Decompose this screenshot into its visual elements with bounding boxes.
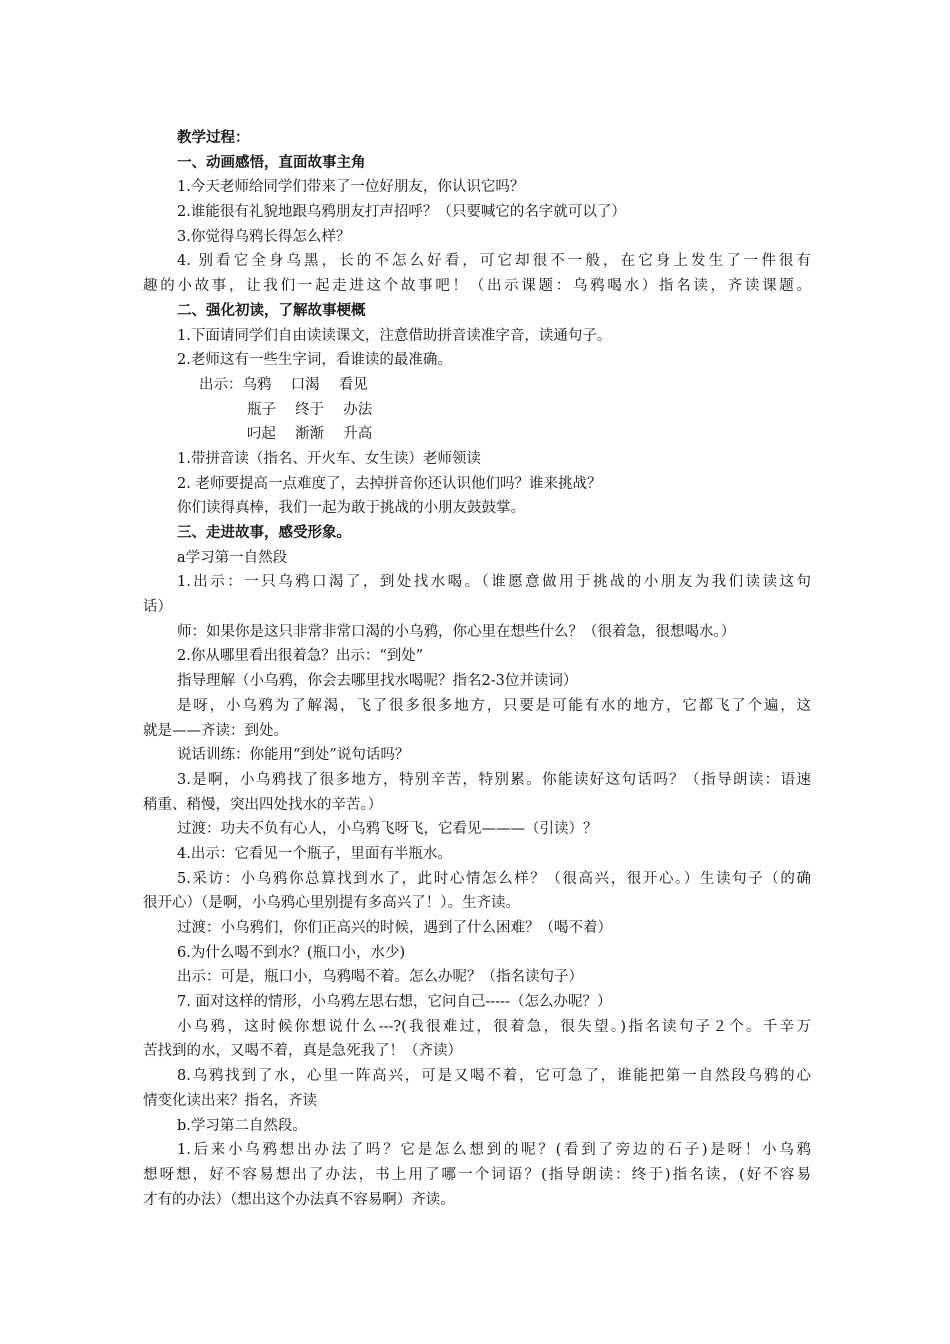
- section-heading: 三、走进故事，感受形象。: [177, 524, 351, 541]
- text-line: 说话训练：你能用“到处”说句话吗？: [177, 747, 410, 764]
- text-line: 师：如果你是这只非常非常口渴的小乌鸦，你心里在想些什么？（很着急，很想喝水。）: [177, 623, 736, 640]
- text-line: 2.你从哪里看出很着急？出示：“到处”: [177, 648, 424, 665]
- text-line: 过渡：功夫不负有心人，小乌鸦飞呀飞，它看见———（引读）？: [177, 821, 598, 838]
- text-line: 稍重、稍慢，突出四处找水的辛苦。）: [143, 796, 383, 813]
- text-line: 指导理解（小乌鸦，你会去哪里找水喝呢？指名2-3位并读词）: [177, 673, 578, 690]
- text-line: 2.老师这有一些生字词，看谁读的最准确。: [177, 352, 452, 369]
- text-line: 3.是啊，小乌鸦找了很多地方，特别辛苦，特别累。你能读好这句话吗？（指导朗读：语速: [177, 771, 811, 788]
- text-line: 1.出示：一只乌鸦口渴了，到处找水喝。（谁愿意做用于挑战的小朋友为我们读读这句: [177, 574, 811, 591]
- text-line: a学习第一自然段: [177, 549, 288, 566]
- text-line: 2. 老师要提高一点难度了，去掉拼音你还认识他们吗？谁来挑战？: [177, 475, 602, 492]
- text-line: 想呀想，好不容易想出了办法，书上用了哪一个词语？(指导朗读：终于)指名读，(好不容易: [143, 1166, 811, 1183]
- text-line: 是呀，小乌鸦为了解渴，飞了很多很多地方，只要是可能有水的地方，它都飞了个遍，这: [177, 697, 811, 714]
- section-heading: 二、强化初读，了解故事梗概: [177, 301, 366, 319]
- text-line: 1.下面请同学们自由读读课文，注意借助拼音读准字音，读通句子。: [177, 327, 612, 344]
- text-line: 很开心）（是啊，小乌鸦心里别提有多高兴了！）。生齐读。: [143, 895, 520, 912]
- text-line: 7. 面对这样的情形，小乌鸦左思右想，它问自己-----（怎么办呢？）: [177, 994, 612, 1011]
- text-line: 情变化读出来？指名，齐读: [143, 1092, 317, 1109]
- text-line: 过渡：小乌鸦们，你们正高兴的时候，遇到了什么困难？（喝不着）: [177, 920, 612, 936]
- text-line: 苦找到的水，又喝不着，真是急死我了！（齐读）: [143, 1043, 462, 1060]
- text-line: 趣的小故事，让我们一起走进这个故事吧！（出示课题：乌鸦喝水）指名读，齐读课题。: [143, 278, 811, 295]
- section-heading: 一、动画感悟，直面故事主角: [177, 153, 366, 171]
- text-line: 1.带拼音读（指名、开火车、女生读）老师领读: [177, 450, 481, 467]
- section-heading: 教学过程：: [177, 129, 250, 146]
- text-line: b.学习第二自然段。: [177, 1117, 307, 1134]
- text-line: 出示：乌鸦 口渴 看见: [199, 376, 368, 393]
- text-line: 1.今天老师给同学们带来了一位好朋友，你认识它吗？: [177, 179, 525, 196]
- text-line: 3.你觉得乌鸦长得怎么样？: [177, 228, 351, 245]
- text-line: 小乌鸦，这时候你想说什么---?(我很难过，很着急，很失望。)指名读句子２个。千辛万: [177, 1018, 811, 1035]
- text-line: 就是——齐读：到处。: [143, 722, 288, 739]
- text-line: 话）: [143, 599, 172, 616]
- text-line: 4. 别看它全身乌黑，长的不怎么好看，可它却很不一般，在它身上发生了一件很有: [177, 253, 811, 270]
- text-line: 你们读得真棒，我们一起为敢于挑战的小朋友鼓鼓掌。: [177, 500, 525, 517]
- text-line: 瓶子 终于 办法: [247, 401, 373, 418]
- text-line: 8.乌鸦找到了水，心里一阵高兴，可是又喝不着，它可急了，谁能把第一自然段乌鸦的心: [177, 1068, 811, 1085]
- text-line: 出示：可是，瓶口小，乌鸦喝不着。怎么办呢？（指名读句子）: [177, 969, 583, 986]
- lesson-content: [143, 126, 811, 1212]
- text-line: 2.谁能很有礼貌地跟乌鸦朋友打声招呼？（只要喊它的名字就可以了）: [177, 204, 626, 221]
- text-line: 5.采访：小乌鸦你总算找到水了，此时心情怎么样？（很高兴，很开心。）生读句子（的确: [177, 870, 811, 887]
- text-line: 4.出示：它看见一个瓶子，里面有半瓶水。: [177, 845, 452, 862]
- text-line: 叼起 渐渐 升高: [247, 426, 373, 443]
- text-line: 才有的办法）（想出这个办法真不容易啊）齐读。: [143, 1191, 455, 1208]
- text-line: 1.后来小乌鸦想出办法了吗？它是怎么想到的呢？(看到了旁边的石子)是呀！小乌鸦: [177, 1142, 811, 1159]
- text-line: 6.为什么喝不到水？(瓶口小，水少): [177, 944, 406, 961]
